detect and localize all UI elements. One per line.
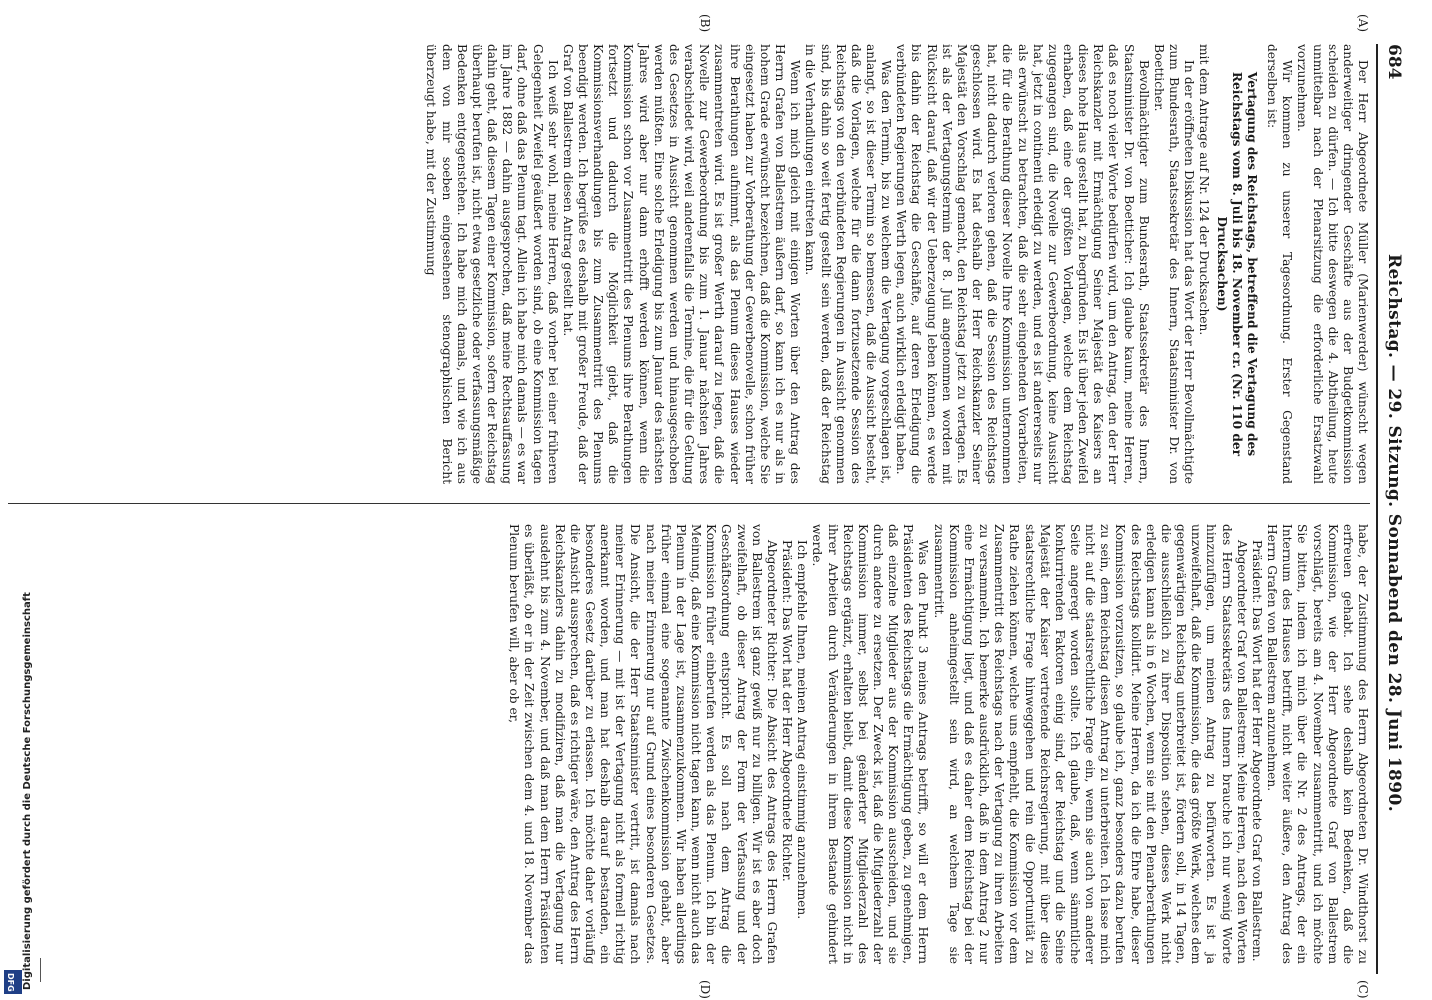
column-divider xyxy=(8,503,1370,504)
paragraph: Ich empfehle Ihnen, meinen Antrag einstimmig anzunehmen. xyxy=(795,540,810,920)
speech-paragraph: Abgeordneter Graf von Ballestrem: Meine Herren, nach den Worten des Herrn Staatssekretärs des Innern brauche ich nur wenig Worte hinzuzufügen, um meinen Antrag zu befürworten. Es ist ja unzweifelhaft, daß die Kommission, die das größte Werk, welches dem gegenwärtigen Reichstag unterbreitet ist, fördern soll, in 14 Tagen, die ausschließlich zu ihrer Disposition stehen, dieses Werk nicht erledigen kann als in 6 Wochen, wenn sie mit den Plenarberathungen des Reichstags kollidirt. Meine Herren, da ich die Ehre habe, dieser Kommission vorzusitzen, so glaube ich, ganz besonders dazu berufen zu sein, dem Reichstag diesen Antrag zu unterbreiten. Ich lasse mich nicht auf die staatsrechtliche Frage ein, wenn sie auch von anderer Seite angeregt worden sollte. Ich glaube, daß, wenn sämmtliche konkurrirenden Faktoren einig sind, der Reichstag und die Seine Majestät der Kaiser vertretende Reichsregierung, mit über diese staatsrechtliche Frage hinweggehen und rein die Opportunität zu Rathe ziehen können, welche uns empfiehlt, die Kommission vor dem Zusammentritt des Reichstags nach der Vertagung zu ihren Arbeiten zu versammeln. Ich bemerke ausdrücklich, daß in dem Antrag 2 nur eine Ermächtigung liegt, und daß es daher dem Reichstag bei der Kommission anheimgestellt sein wird, an welchem Tage sie zusammentritt. xyxy=(931,524,1249,964)
margin-marker-c: (C) xyxy=(1356,980,1370,999)
dfg-logo: DFG xyxy=(4,970,22,994)
page-number: 684 xyxy=(1384,44,1404,80)
paragraph: habe, der Zustimmung des Herrn Abgeordneten Dr. Windthorst zu erfreuen gehabt. Ich sehe deshalb kein Bedenken, daß die Kommission, wie der Herr Abgeordnete Graf von Ballestrem vorschlägt, bereits am 4. November zusammentritt, und ich möchte Sie bitten, indem ich mich über die Nr. 2 des Antrags, der ein Internum des Hauses betrifft, nicht weiter äußere, den Antrag des Herrn Grafen von Ballestrem anzunehmen. xyxy=(1265,524,1370,964)
header-rule xyxy=(1376,44,1378,974)
paragraph: Wenn ich mich gleich mit einigen Worten über den Antrag des Herrn Grafen von Ballestrem äußern darf, so kann ich es nur als in hohem Grade erwünscht bezeichnen, daß die Kommission, welche Sie eingesetzt haben zur Vorberathung der Gewerbenovelle, schon früher ihre Berathungen aufnimmt, als das Plenum dieses Hauses wieder zusammentreten wird. Es ist großer Werth darauf zu legen, daß die Novelle zur Gewerbeordnung bis zum 1. Januar nächsten Jahres verabschiedet wird, weil anderenfalls die Termine, die für die Geltung des Gesetzes in Aussicht genommen werden und hinausgeschoben werden müßten. Eine solche Erledigung bis zum Januar des nächsten Jahres wird aber nur dann erhofft werden können, wenn die Kommission schon vor Zusammentritt des Plenums ihre Berathungen fortsetzt und dadurch die Möglichkeit giebt, daß die Kommissionsverhandlungen bis zum Zusammentritt des Plenums beendigt werden. Ich begrüße es deshalb mit großer Freude, daß der Graf von Ballestrem diesen Antrag gestellt hat. xyxy=(560,44,803,484)
margin-marker-b: (B) xyxy=(698,14,712,33)
speech-paragraph: Bevollmächtigter zum Bundesrath, Staatssekretär des Innern, Staatsminister Dr. von Boetticher: Ich glaube kaum, meine Herren, daß es noch vieler Worte bedürfen wird, um den Antrag, den der Herr Reichskanzler mit Ermächtigung Seiner Majestät des Kaisers an dieses hohe Haus gestellt hat, zu begründen. Es ist über jeden Zweifel erhaben, daß eine der größten Vorlagen, welche dem Reichstag zugegangen sind, die Novelle zur Gewerbeordnung, keine Aussicht hat, jetzt in continenti erledigt zu werden, und es ist andererseits nur als erwünscht zu betrachten, daß die sehr eingehenden Vorarbeiten, die für die Berathung dieser Novelle Ihre Kommission unternommen hat, nicht dadurch verloren gehen, daß die Session des Reichstags geschlossen wird. Es hat deshalb der Herr Reichskanzler Seiner Majestät den Vorschlag gemacht, den Reichstag jetzt zu vertagen. Es ist als der Vertagungstermin der 8. Juli angenommen worden mit Rücksicht darauf, daß wir der Ueberzeugung leben können, es werde bis dahin der Reichstag die Geschäfte, auf deren Erledigung die verbündeten Regierungen Werth legen, auch wirklich erledigt haben. xyxy=(894,44,1151,484)
credit-text: Digitalisierung gefördert durch die Deutsche Forschungsgemeinschaft xyxy=(22,592,33,990)
running-title: Reichstag. — 29. Sitzung. Sonnabend den 28. Juni 1890. xyxy=(1384,254,1404,813)
page-header xyxy=(1378,44,1408,974)
speech-paragraph: Abgeordneter Richter: Die Absicht des Antrags des Herrn Grafen von Ballestrem ist ganz gewiß nur zu billigen. Wir ist es aber doch zweifelhaft, ob dieser Antrag der Form der Verfassung und der Geschäftsordnung entspricht. Es soll nach dem Antrag die Kommission früher einberufen werden als das Plenum. Ich bin der Meinung, daß eine Kommission nicht tagen kann, wenn nicht auch das Plenum in der Lage ist, zusammenzukommen. Wir haben allerdings früher einmal eine sogenannte Zwischenkommission gehabt, aber nach meiner Erinnerung nur auf Grund eines besonderen Gesetzes. Die Ansicht, die der Herr Staatsminister vertritt, ist damals nach meiner Erinnerung — mit ist der Vertagung nicht als formell richtig anerkannt worden, und man hat deshalb darauf bestanden, ein besonderes Gesetz darüber zu erlassen. Ich möchte daher vorläufig die Ansicht aussprechen, daß es richtiger wäre, den Antrag des Herrn Reichskanzlers dahin zu modifiziren, daß man die Vertagung nur ausdehnt bis zum 4. November, und daß man dem Herrn Präsidenten es überläßt, ob er in der Zeit zwischen dem 4. und 18. November das Plenum berufen will, aber ob er, xyxy=(507,524,779,964)
paragraph: Was den Punkt 3 meines Antrags betrifft, so will er dem Herrn Präsidenten des Reichstags die Ermächtigung geben, zu genehmigen, daß einzelne Mitglieder aus der Kommission ausscheiden, und sie durch andere zu ersetzen. Der Zweck ist, daß die Mitgliederzahl der Kommission immer, selbst bei geänderter Mitgliederzahl des Reichstags ergänzt, erhalten bleibt, damit diese Kommission nicht in ihrer Arbeiten durch Veränderungen in ihrem Bestande gehindert werde. xyxy=(810,524,931,964)
paragraph: Ich weiß sehr wohl, meine Herren, daß vorher bei einer früheren Gelegenheit Zweifel geäußert worden sind, ob eine Kommission tagen darf, ohne daß das Plenum tagt. Allein ich habe mich damals — es war im Jahre 1882 — dahin ausgesprochen, daß meine Rechtsauffassung dahin geht, daß diesem Tagen einer Kommission, sofern der Reichstag überhaupt berufen ist, nicht etwa gesetzliche oder verfassungsmäßige Bedenken entgegenstehen. Ich habe mich damals, und wie ich aus dem von mir soeben eingesehenen stenographischen Bericht überzeugt habe, mit der Zustimmung xyxy=(424,44,560,484)
agenda-heading: Vertagung des Reichstags, betreffend die Vertagung des Reichstags vom 8. Juli bis 18. November cr. (Nr. 110 der Drucksachen) xyxy=(1214,71,1259,457)
digitization-credit xyxy=(2,6,33,994)
paragraph: Was den Termin, bis zu welchem die Vertagung vorgeschlagen ist, anlangt, so ist dieser Termin so bemessen, daß die Aussicht besteht, daß die Vorlagen, welche für die dann fortzusetzende Session des Reichstags von den verbündeten Regierungen in Aussicht genommen sind, bis dahin so weit fertig gestellt sein werden, daß der Reichstag in die Verhandlungen eintreten kann. xyxy=(803,44,894,484)
scan-mark xyxy=(40,958,41,982)
paragraph: Der Herr Abgeordnete Müller (Marienwerder) wünscht wegen anderweitiger dringender Geschäfte aus der Budgetkommission scheiden zu dürfen. — Ich bitte deswegen die 4. Abtheilung, heute unmittelbar nach der Plenarsitzung die erforderliche Ersatzwahl vorzunehmen. xyxy=(1295,44,1370,484)
left-column xyxy=(423,44,1370,484)
speaker-paragraph: Präsident: Das Wort hat der Herr Abgeordnete Richter. xyxy=(780,540,795,882)
paragraph: mit dem Antrage auf Nr. 124 der Drucksachen. xyxy=(1197,44,1212,336)
margin-marker-d: (D) xyxy=(698,980,712,999)
paragraph: Wir kommen zu unserer Tagesordnung. Erster Gegenstand derselben ist: xyxy=(1265,44,1295,484)
speaker-paragraph: Präsident: Das Wort hat der Herr Abgeordnete Graf von Ballestrem. xyxy=(1249,540,1264,962)
margin-marker-a: (A) xyxy=(1356,14,1370,33)
right-column xyxy=(506,524,1370,964)
paragraph: In der eröffneten Diskussion hat das Wort der Herr Bevollmächtigte zum Bundesrath, Staatssekretär des Innern, Staatsminister Dr. von Boetticher. xyxy=(1151,44,1197,484)
